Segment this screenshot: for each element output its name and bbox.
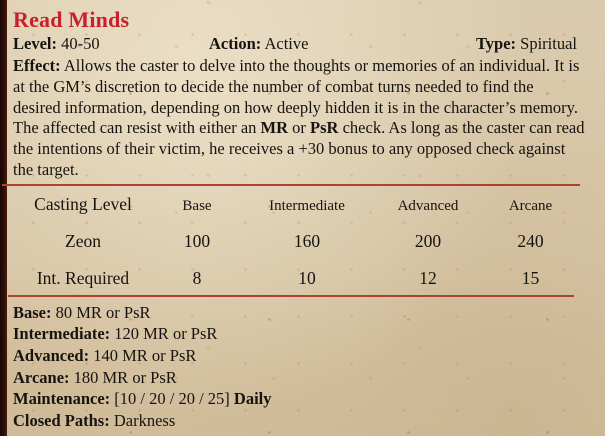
closed-paths-label: Closed Paths: [13, 410, 110, 430]
spell-entry [13, 5, 595, 431]
stat-line [13, 34, 595, 56]
effect-label: Effect: [13, 56, 61, 75]
col-header-casting-level: Casting Level [34, 193, 132, 214]
effect-paragraph [13, 56, 585, 181]
stat-level-value: 40-50 [61, 34, 100, 53]
zeon-advanced: 200 [414, 230, 442, 251]
int-base: 8 [192, 267, 202, 288]
grade-intermediate-value: 120 MR or PsR [114, 324, 218, 344]
col-header-arcane: Arcane [508, 197, 553, 214]
divider-top [2, 184, 580, 186]
zeon-intermediate: 160 [293, 230, 321, 251]
grade-row-base [13, 302, 595, 324]
table-row-zeon [13, 231, 595, 252]
table-row-int-required [13, 268, 595, 289]
stat-level-label: Level: [13, 34, 57, 53]
maintenance-row [13, 388, 595, 410]
grade-advanced-value: 140 MR or PsR [93, 345, 197, 365]
zeon-arcane: 240 [517, 230, 544, 251]
divider-bottom [8, 295, 574, 297]
effect-text-2: or [288, 118, 311, 138]
grade-intermediate-label: Intermediate: [13, 324, 111, 344]
grade-arcane-value: 180 MR or PsR [73, 367, 177, 387]
maintenance-label: Maintenance: [13, 389, 111, 409]
grade-base-value: 80 MR or PsR [55, 302, 151, 322]
effect-text-1: Allows the caster to delve into the thoughts or memories of an individual. It is at the GM’s discretion to decide the number of combat turns needed to find the desired information, depending on how deeply hidden it is in the character’s memory. The affected can resist with either an [13, 56, 580, 138]
stat-action-value: Active [264, 34, 309, 53]
maintenance-suffix: Daily [233, 389, 272, 409]
effect-text-3: check. As long as the caster can read the intentions of their victim, he receives a +30 bonus to any opposed check against the target. [13, 118, 585, 179]
zeon-base: 100 [183, 230, 211, 251]
page-spine-border [0, 0, 7, 436]
grade-base-label: Base: [13, 302, 52, 322]
stat-type-label: Type: [476, 34, 517, 53]
row-label-zeon: Zeon [65, 230, 101, 251]
grade-resistance-list [13, 302, 595, 432]
casting-table [13, 194, 595, 289]
int-arcane: 15 [521, 267, 540, 288]
closed-paths-row [13, 410, 595, 432]
spell-title: Read Minds [13, 7, 130, 32]
stat-action [209, 34, 308, 54]
effect-psr: PsR [310, 118, 339, 138]
grade-row-arcane [13, 367, 595, 389]
col-header-base: Base [182, 197, 212, 214]
int-intermediate: 10 [298, 267, 316, 288]
col-header-intermediate: Intermediate [269, 197, 345, 214]
row-label-int-required: Int. Required [36, 267, 130, 288]
closed-paths-value: Darkness [113, 410, 176, 430]
grade-row-intermediate [13, 323, 595, 345]
stat-type [476, 34, 577, 54]
stat-action-label: Action: [209, 34, 262, 53]
table-header-row [13, 194, 595, 215]
col-header-advanced: Advanced [397, 197, 459, 214]
effect-mr: MR [260, 118, 289, 138]
int-advanced: 12 [419, 267, 437, 288]
stat-type-value: Spiritual [520, 34, 577, 53]
grade-row-advanced [13, 345, 595, 367]
grade-advanced-label: Advanced: [13, 345, 90, 365]
grade-arcane-label: Arcane: [13, 367, 70, 387]
maintenance-value: [10 / 20 / 20 / 25] [114, 389, 230, 409]
stat-level [13, 34, 100, 54]
